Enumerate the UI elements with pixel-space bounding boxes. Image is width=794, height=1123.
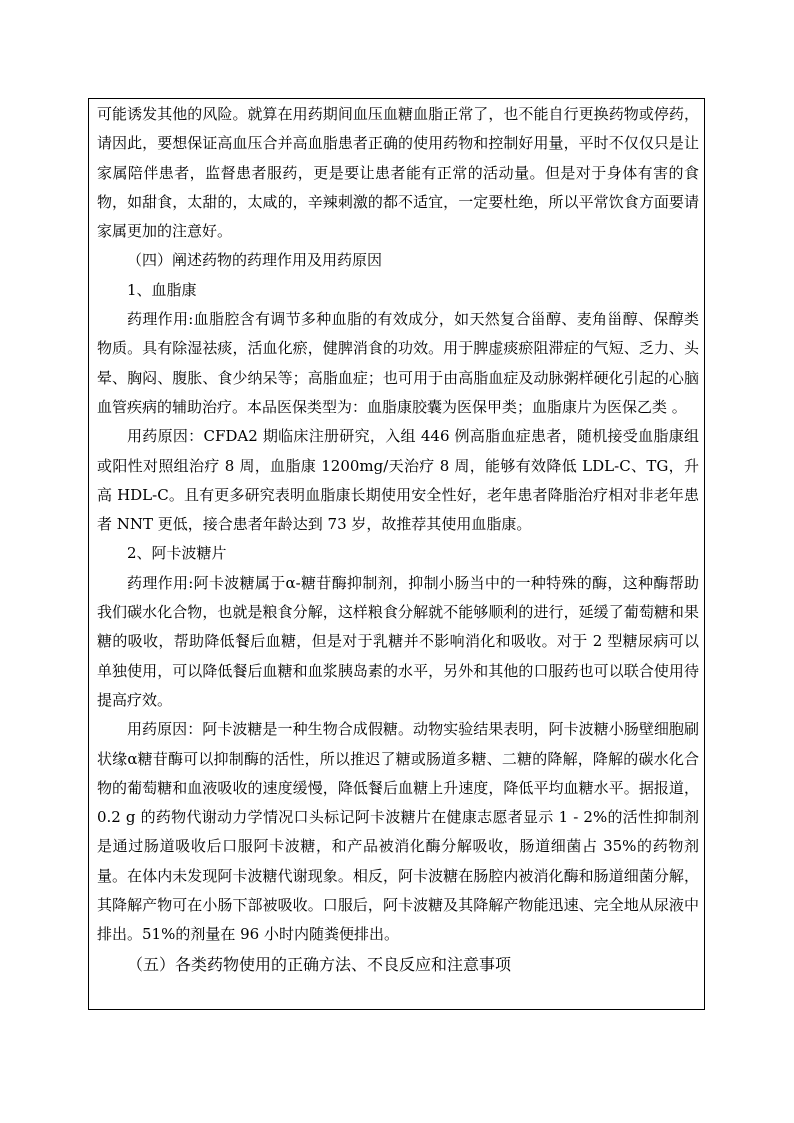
drug-1-pharmacology-paragraph: 药理作用:血脂腔含有调节多种血脂的有效成分，如天然复合甾醇、麦角甾醇、保醇类物质。具有除湿祛痰，活血化瘀，健脾消食的功效。用于脾虚痰瘀阻滞症的气短、乏力、头晕、胸闷、腹胀、食少纳呆等；高脂血症；也可用于由高脂血症及动脉粥样硬化引起的心脑血管疾病的辅助治疗。本品医保类型为：血脂康胶囊为医保甲类；血脂康片为医保乙类 。 — [97, 310, 699, 416]
drug-1-heading: 1、血脂康 — [127, 280, 197, 299]
section-4-heading: （四）阐述药物的药理作用及用药原因 — [127, 251, 383, 270]
drug-1-reason-paragraph: 用药原因：CFDA2 期临床注册研究，入组 446 例高脂血症患者，随机接受血脂康组或阳性对照组治疗 8 周，血脂康 1200mg/天治疗 8 周，能够有效降低 LDL-C、TG，升高 HDL-C。且有更多研究表明血脂康长期使用安全性好，老年患者降脂治疗相对非老年患者 NNT 更低，接合患者年龄达到 73 岁，故推荐其使用血脂康。 — [97, 427, 699, 534]
document-body — [97, 100, 699, 979]
drug-2-heading: 2、阿卡波糖片 — [127, 544, 227, 563]
risk-paragraph: 可能诱发其他的风险。就算在用药期间血压血糖血脂正常了，也不能自行更换药物或停药，请因此，要想保证高血压合并高血脂患者正确的使用药物和控制好用量，平时不仅仅只是让家属陪伴患者，监督患者服药，更是要让患者能有正常的活动量。但是对于身体有害的食物，如甜食，太甜的，太咸的，辛辣刺激的都不适宜，一定要杜绝，所以平常饮食方面要请家属更加的注意好。 — [97, 105, 699, 241]
drug-2-reason-paragraph: 用药原因：阿卡波糖是一种生物合成假糖。动物实验结果表明，阿卡波糖小肠壁细胞刷状缘α糖苷酶可以抑制酶的活性，所以推迟了糖或肠道多糖、二糖的降解，降解的碳水化合物的葡萄糖和血液吸收的速度缓慢，降低餐后血糖上升速度，降低平均血糖水平。据报道，0.2 g 的药物代谢动力学情况口头标记阿卡波糖片在健康志愿者显示 1 - 2%的活性抑制剂是通过肠道吸收后口服阿卡波糖，和产品被消化酶分解吸收，肠道细菌占 35%的药物剂量。在体内未发现阿卡波糖代谢现象。相反，阿卡波糖在肠腔内被消化酶和肠道细菌分解，其降解产物可在小肠下部被吸收。口服后，阿卡波糖及其降解产物能迅速、完全地从尿液中排出。51%的剂量在 96 小时内随粪便排出。 — [97, 720, 699, 944]
section-5-heading: （五）各类药物使用的正确方法、不良反应和注意事项 — [127, 954, 512, 974]
drug-2-pharmacology-paragraph: 药理作用:阿卡波糖属于α-糖苷酶抑制剂，抑制小肠当中的一种特殊的酶，这种酶帮助我们碳水化合物，也就是粮食分解，这样粮食分解就不能够顺利的进行，延缓了葡萄糖和果糖的吸收，帮助降低餐后血糖，但是对于乳糖并不影响消化和吸收。对于 2 型糖尿病可以单独使用，可以降低餐后血糖和血浆胰岛素的水平，另外和其他的口服药也可以联合使用待提高疗效。 — [97, 573, 699, 709]
